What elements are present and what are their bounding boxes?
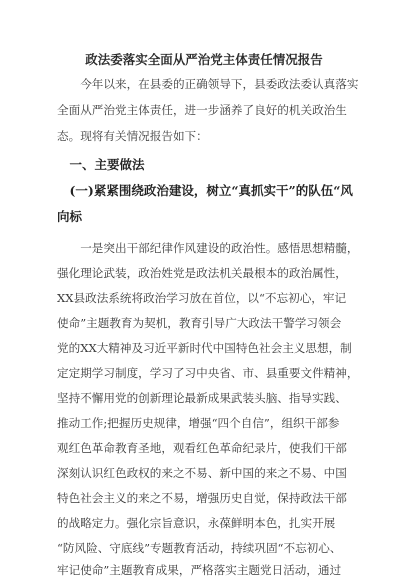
body-line: 牢记使命”主题教育成果，严格落实主题党日活动，通过 [57,563,342,577]
subsection-heading: 向标 [57,209,83,224]
body-line: XX县政法系统将政治学习放在首位，以“不忘初心，牢记 [57,291,347,305]
section-heading: 一、主要做法 [57,157,145,172]
body-line: 坚持不懈用党的创新理论最新成果武装头脑、指导实践、 [57,391,347,405]
body-line: “防风险、守底线”专题教育活动，持续巩固“不忘初心、 [57,541,342,555]
body-line: 特色社会主义的来之不易，增强历史自觉，保持政法干部 [57,491,347,505]
document-title: 政法委落实全面从严治党主体责任情况报告 [85,52,323,67]
intro-line: 态。现将有关情况报告如下： [57,129,208,143]
body-line: 使命”主题教育为契机，教育引导广大政法干警学习领会 [57,316,342,330]
body-line: 观红色革命教育圣地，观看红色革命纪录片，使我们干部 [57,441,347,455]
intro-line: 今年以来，在县委的正确领导下，县委政法委认真落实 [57,77,359,91]
body-line: 一是突出干部纪律作风建设的政治性。感悟思想精髓， [57,241,359,255]
body-line: 深刻认识红色政权的来之不易、新中国的来之不易、中国 [57,466,347,480]
body-line: 定定期学习制度，学习了习中央省、市、县重要文件精神， [57,366,359,380]
subsection-heading: (一)紧紧围绕政治建设，树立“真抓实干”的队伍“风 [57,183,353,198]
body-line: 强化理论武装，政治姓党是政法机关最根本的政治属性， [57,266,347,280]
body-line: 党的XX大精神及习近平新时代中国特色社会主义思想，制 [57,341,352,355]
intro-line: 全面从严治党主体责任，进一步涵养了良好的机关政治生 [57,103,347,117]
body-line: 推动工作;把握历史规律，增强“四个自信”，组织干部参 [57,416,340,430]
body-line: 的战略定力。强化宗旨意识，永葆鲜明本色，扎实开展 [57,516,336,530]
